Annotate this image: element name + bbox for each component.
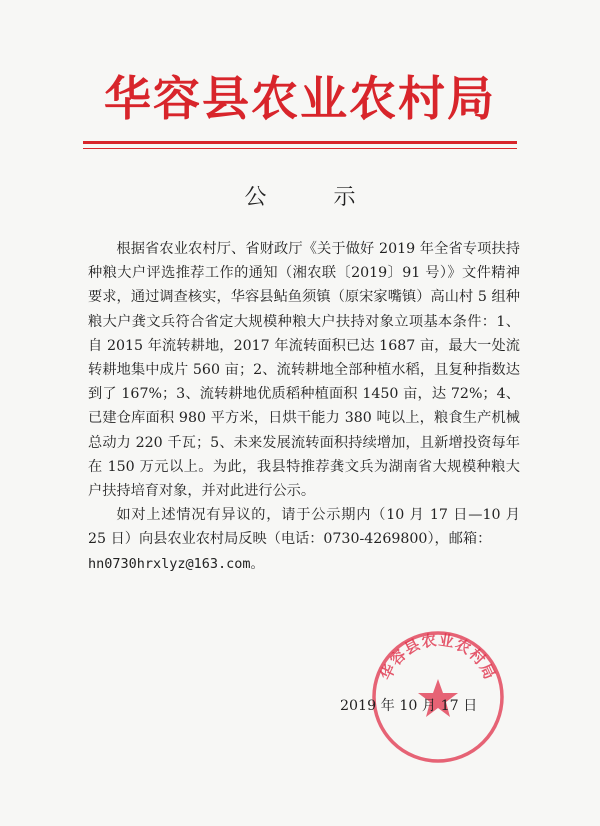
body-paragraph-1: 根据省农业农村厅、省财政厅《关于做好 2019 年全省专项扶持种粮大户评选推荐工作的通知（湘农联〔2019〕91 号）》文件精神要求，通过调查核实，华容县鲇鱼须镇（原宋家嘴镇）高山村 5 组种粮大户龚文兵符合省定大规模种粮大户扶持对象立项基本条件：1、自 2015 年流转耕地，2017 年流转面积已达 1687 亩，最大一处流转耕地集中成片 560 亩；2、流转耕地全部种植水稻，且复种指数达到了 167%；3、流转耕地优质稻种植面积 1450 亩，达 72%；4、已建仓库面积 980 平方米，日烘干能力 380 吨以上，粮食生产机械总动力 220 千瓦；5、未来发展流转面积持续增加，且新增投资每年在 150 万元以上。为此，我县特推荐龚文兵为湖南省大规模种粮大户扶持培育对象，并对此进行公示。 (88, 241, 520, 500)
header-rule-thick (83, 141, 517, 144)
seal-text: 华容县农业农村局 (376, 630, 500, 683)
contact-email: hn0730hrxlyz@163.com。 (88, 555, 265, 572)
header-rule-thin (83, 148, 517, 149)
notice-body (88, 237, 520, 576)
signoff-date: 2019 年 10 月 17 日 (340, 698, 478, 714)
svg-text:华容县农业农村局 (377, 631, 499, 683)
notice-heading: 公 示 (244, 185, 386, 210)
body-paragraph-2: 如对上述情况有异议的，请于公示期内（10 月 17 日—10 月 25 日）向县农业农村局反映（电话：0730-4269800），邮箱： (88, 507, 520, 548)
org-title: 华容县农业农村局 (104, 72, 496, 127)
